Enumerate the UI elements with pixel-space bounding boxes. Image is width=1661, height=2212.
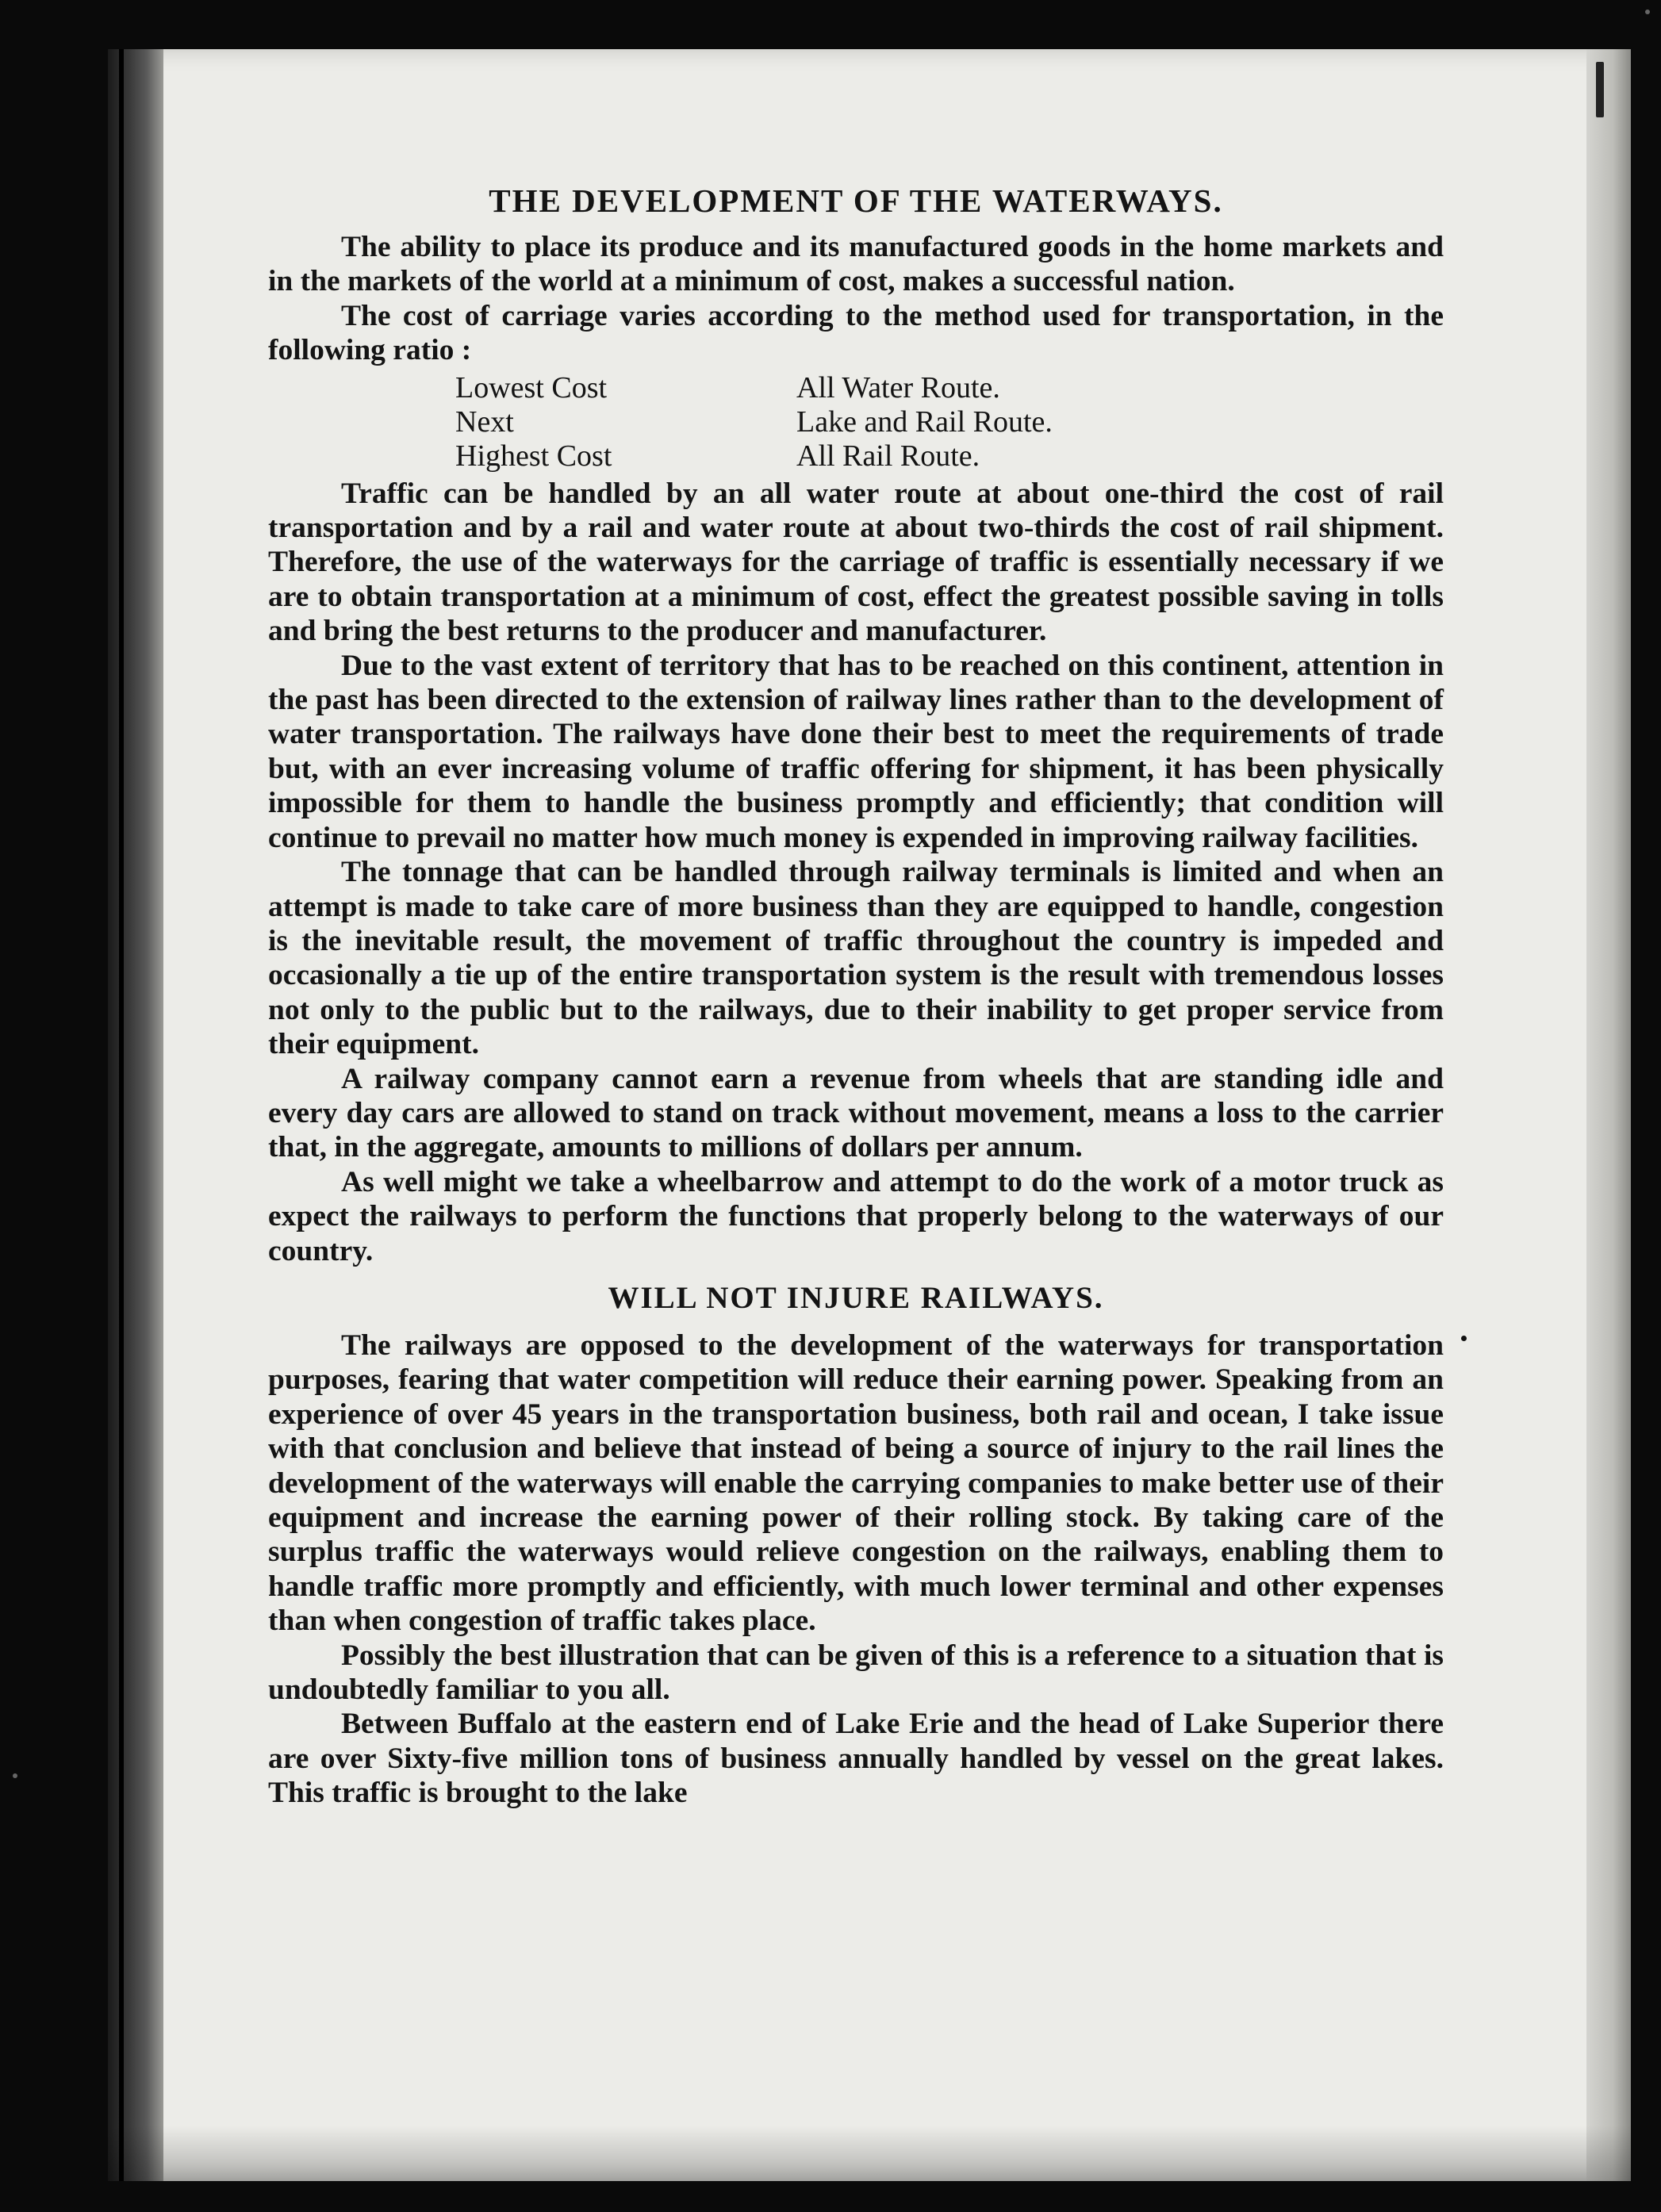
page-text <box>268 181 1444 1811</box>
binding-edge-line <box>119 49 124 2181</box>
ratio-route: All Rail Route. <box>796 439 980 473</box>
edge-mark <box>1596 62 1604 117</box>
paragraph-territory: Due to the vast extent of territory that has to be reached on this continent, attention in the past has been directed to the extension of railway lines rather than to the development of water transportation. The railways have done their best to meet the requirements of trade but, with an ever increasing volume of traffic offering for shipment, it has been physically impossible for them to handle the business promptly and efficiently; that condition will continue to prevail no matter how much money is expended in improving railway facilities. <box>268 649 1444 854</box>
main-heading: THE DEVELOPMENT OF THE WATERWAYS. <box>489 182 1223 219</box>
paragraph-wheelbarrow: As well might we take a wheelbarrow and attempt to do the work of a motor truck as expect the railways to perform the functions that properly belong to the waterways of our country. <box>268 1165 1444 1267</box>
ratio-row <box>455 439 1053 473</box>
paragraph-tonnage: The tonnage that can be handled through railway terminals is limited and when an attempt is made to take care of more business than they are equipped to handle, congestion is the inevitable result, the movement of traffic throughout the country is impeded and occasionally a tie up of the entire transportation system is the result with tremendous losses not only to the public but to the railways, due to their inability to get proper service from their equipment. <box>268 856 1444 1061</box>
paragraph-opposed: The railways are opposed to the development of the waterways for transportation purposes, fearing that water competition will reduce their earning power. Speaking from an experience of over 45 years in the transportation business, both rail and ocean, I take issue with that conclusion and believe that instead of being a source of injury to the rail lines the development of the waterways will enable the carrying companies to make better use of their equipment and increase the earning power of their rolling stock. By taking care of the surplus traffic the waterways would relieve congestion on the railways, enabling them to handle traffic more promptly and efficiently, with much lower terminal and other expenses than when congestion of traffic takes place. <box>268 1328 1444 1638</box>
page-binding-shadow <box>108 49 163 2181</box>
ratio-route: Lake and Rail Route. <box>796 404 1053 439</box>
ratio-cost: Next <box>455 404 514 439</box>
cost-ratio-table <box>455 371 1053 473</box>
ratio-row <box>455 405 1053 439</box>
ratio-cost: Lowest Cost <box>455 370 608 404</box>
ratio-cost: Highest Cost <box>455 439 612 473</box>
ratio-row <box>455 371 1053 405</box>
scan-speck <box>1645 10 1650 14</box>
paragraph-illustration: Possibly the best illustration that can be given of this is a reference to a situation that is undoubtedly familiar to you all. <box>268 1639 1444 1707</box>
page-bottom-shadow <box>108 2126 1631 2181</box>
paragraph-buffalo: Between Buffalo at the eastern end of Lake Erie and the head of Lake Superior there are over Sixty-five million tons of business annually handled by vessel on the great lakes. This traffic is brought to the lake <box>268 1708 1444 1810</box>
scan-speck <box>1461 1336 1467 1341</box>
scan-speck <box>13 1773 17 1778</box>
paragraph-ratio-intro: The cost of carriage varies according to the method used for transportation, in the following ratio : <box>268 299 1444 367</box>
sub-heading: WILL NOT INJURE RAILWAYS. <box>608 1280 1104 1315</box>
page-right-edge <box>1586 49 1631 2181</box>
ratio-route: All Water Route. <box>796 370 1000 404</box>
paragraph-revenue: A railway company cannot earn a revenue from wheels that are standing idle and every day cars are allowed to stand on track without movement, means a loss to the carrier that, in the aggregate, amounts to millions of dollars per annum. <box>268 1062 1444 1164</box>
paragraph-intro: The ability to place its produce and its manufactured goods in the home markets and in the markets of the world at a minimum of cost, makes a successful nation. <box>268 231 1444 298</box>
paragraph-traffic: Traffic can be handled by an all water route at about one-third the cost of rail transportation and by a rail and water route at about two-thirds the cost of rail shipment. Therefore, the use of the waterways for the carriage of traffic is essentially necessary if we are to obtain transportation at a minimum of cost, effect the greatest possible saving in tolls and bring the best returns to the producer and manufacturer. <box>268 477 1444 648</box>
